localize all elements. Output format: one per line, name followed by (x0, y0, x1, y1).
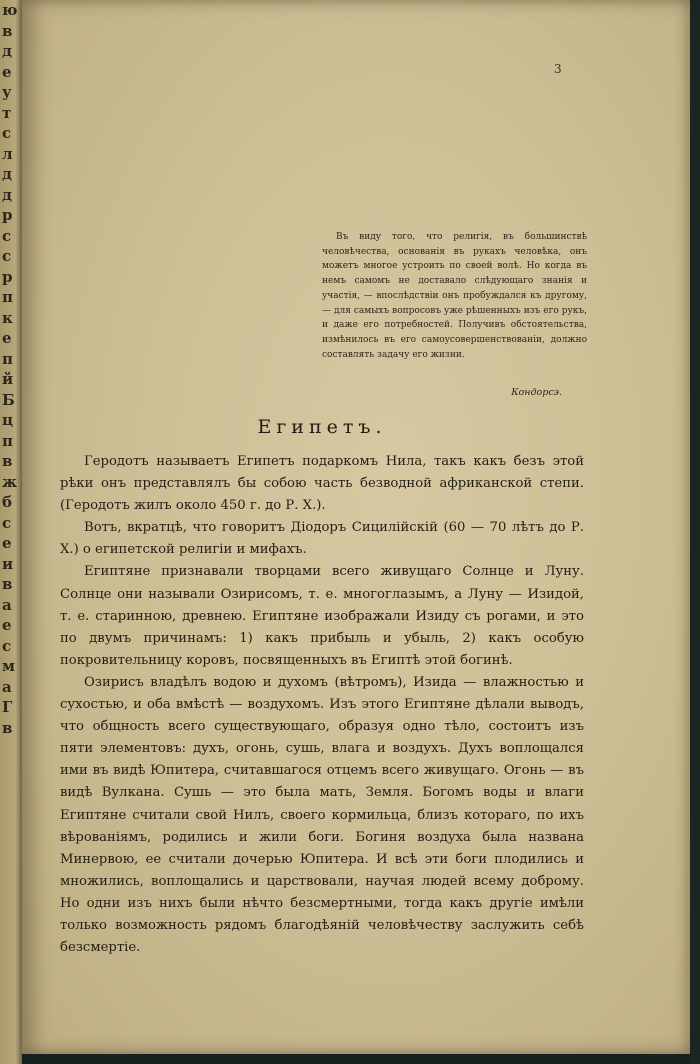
previous-page-edge (0, 0, 22, 1064)
margin-letter: в (2, 452, 12, 470)
margin-letter: ц (2, 411, 13, 429)
margin-letter: п (2, 349, 12, 368)
margin-letter: д (2, 42, 11, 60)
margin-letter: к (2, 308, 12, 327)
margin-letter: е (2, 329, 11, 347)
margin-letter: а (2, 595, 11, 614)
margin-letter: р (2, 206, 12, 224)
margin-letter: е (2, 534, 11, 552)
margin-letter: е (2, 62, 11, 81)
margin-letter: л (2, 144, 12, 163)
margin-letter: е (2, 616, 11, 634)
margin-letter: д (2, 165, 11, 183)
margin-letter: й (2, 370, 13, 388)
margin-letter: п (2, 431, 12, 450)
margin-letter: а (2, 677, 11, 696)
epigraph-author: Кондорсэ. (511, 387, 562, 398)
chapter-body (60, 451, 584, 959)
margin-letter: и (2, 554, 13, 573)
margin-letter: т (2, 103, 11, 122)
margin-letter: Г (2, 698, 12, 716)
bottom-border (22, 1054, 700, 1064)
margin-letter: с (2, 226, 11, 245)
paragraph: Геродотъ называетъ Египетъ подаркомъ Нила, такъ какъ безъ этой рѣки онъ представлялъ бы собою часть безводной африканской степи. (Геродотъ жилъ около 450 г. до Р. Х.). (60, 454, 584, 514)
paragraph: Вотъ, вкратцѣ, что говоритъ Діодоръ Сицилійскій (60 — 70 лѣтъ до Р. Х.) о египетской религіи и мифахъ. (60, 520, 584, 558)
margin-letter: в (2, 21, 12, 40)
margin-letter: ж (2, 472, 17, 491)
margin-letter: б (2, 493, 12, 511)
margin-letter: ю (2, 1, 17, 19)
margin-letter: с (2, 513, 11, 532)
margin-letter: м (2, 657, 15, 675)
paragraph: Египтяне признавали творцами всего живущаго Солнце и Луну. Солнце они называли Озирисомъ, т. е. многоглазымъ, а Луну — Изидой, т. е. старинною, древнею. Египтяне изображали Изиду съ рогами, и это по двумъ причинамъ: 1) какъ прибыль и убыль, 2) какъ особую покровительницу коровъ, посвященныхъ въ Египтѣ этой богинѣ. (60, 564, 584, 668)
margin-letter: р (2, 267, 12, 286)
page-number: 3 (554, 62, 562, 76)
right-border (690, 0, 700, 1064)
margin-letter: Б (2, 390, 14, 409)
epigraph-text: Въ виду того, что религія, въ большинствѣ человѣчества, основанія въ рукахъ человѣка, онъ можетъ многое устроить по своей волѣ. Но когда въ немъ самомъ не доставало слѣдующаго знанія и участія, — впослѣдствіи онъ пробуждался къ другому, — для самыхъ вопросовъ уже рѣшенныхъ изъ его рукъ, и даже его потребностей. Получивъ обстоятельства, измѣнилось въ его самоусовершенствованіи, должно составлять задачу его жизни. (322, 232, 587, 360)
margin-letter: с (2, 247, 11, 265)
paragraph: Озирисъ владѣлъ водою и духомъ (вѣтромъ), Изида — влажностью и сухостью, и оба вмѣстѣ — воздухомъ. Изъ этого Египтяне дѣлали выводъ, что общность всего существующаго, образуя одно тѣло, состоитъ изъ пяти элементовъ: духъ, огонь, сушь, влага и воздухъ. Духъ воплощался ими въ видѣ Юпитера, считавшагося отцемъ всего живущаго. Огонь — въ видѣ Вулкана. Сушь — это была мать, Земля. Богомъ воды и влаги Египтяне считали свой Нилъ, своего кормильца, близъ котораго, по ихъ вѣрованіямъ, родились и жили боги. Богиня воздуха была названа Минервою, ее считали дочерью Юпитера. И всѣ эти боги плодились и множились, воплощались и царствовали, научая людей всему доброму. Но одни изъ нихъ были нѣчто безсмертными, тогда какъ другіе имѣли только возможность рядомъ благодѣяній человѣчеству заслужить себѣ безсмертіе. (60, 674, 584, 956)
margin-letter: у (2, 83, 11, 101)
margin-letter: д (2, 185, 11, 204)
margin-letter: в (2, 575, 12, 593)
margin-letter: в (2, 718, 12, 737)
margin-letter: с (2, 124, 11, 142)
book-page (22, 0, 690, 1054)
chapter-title: Египетъ. (257, 416, 387, 438)
margin-letter: п (2, 288, 12, 306)
margin-letter: с (2, 636, 11, 655)
